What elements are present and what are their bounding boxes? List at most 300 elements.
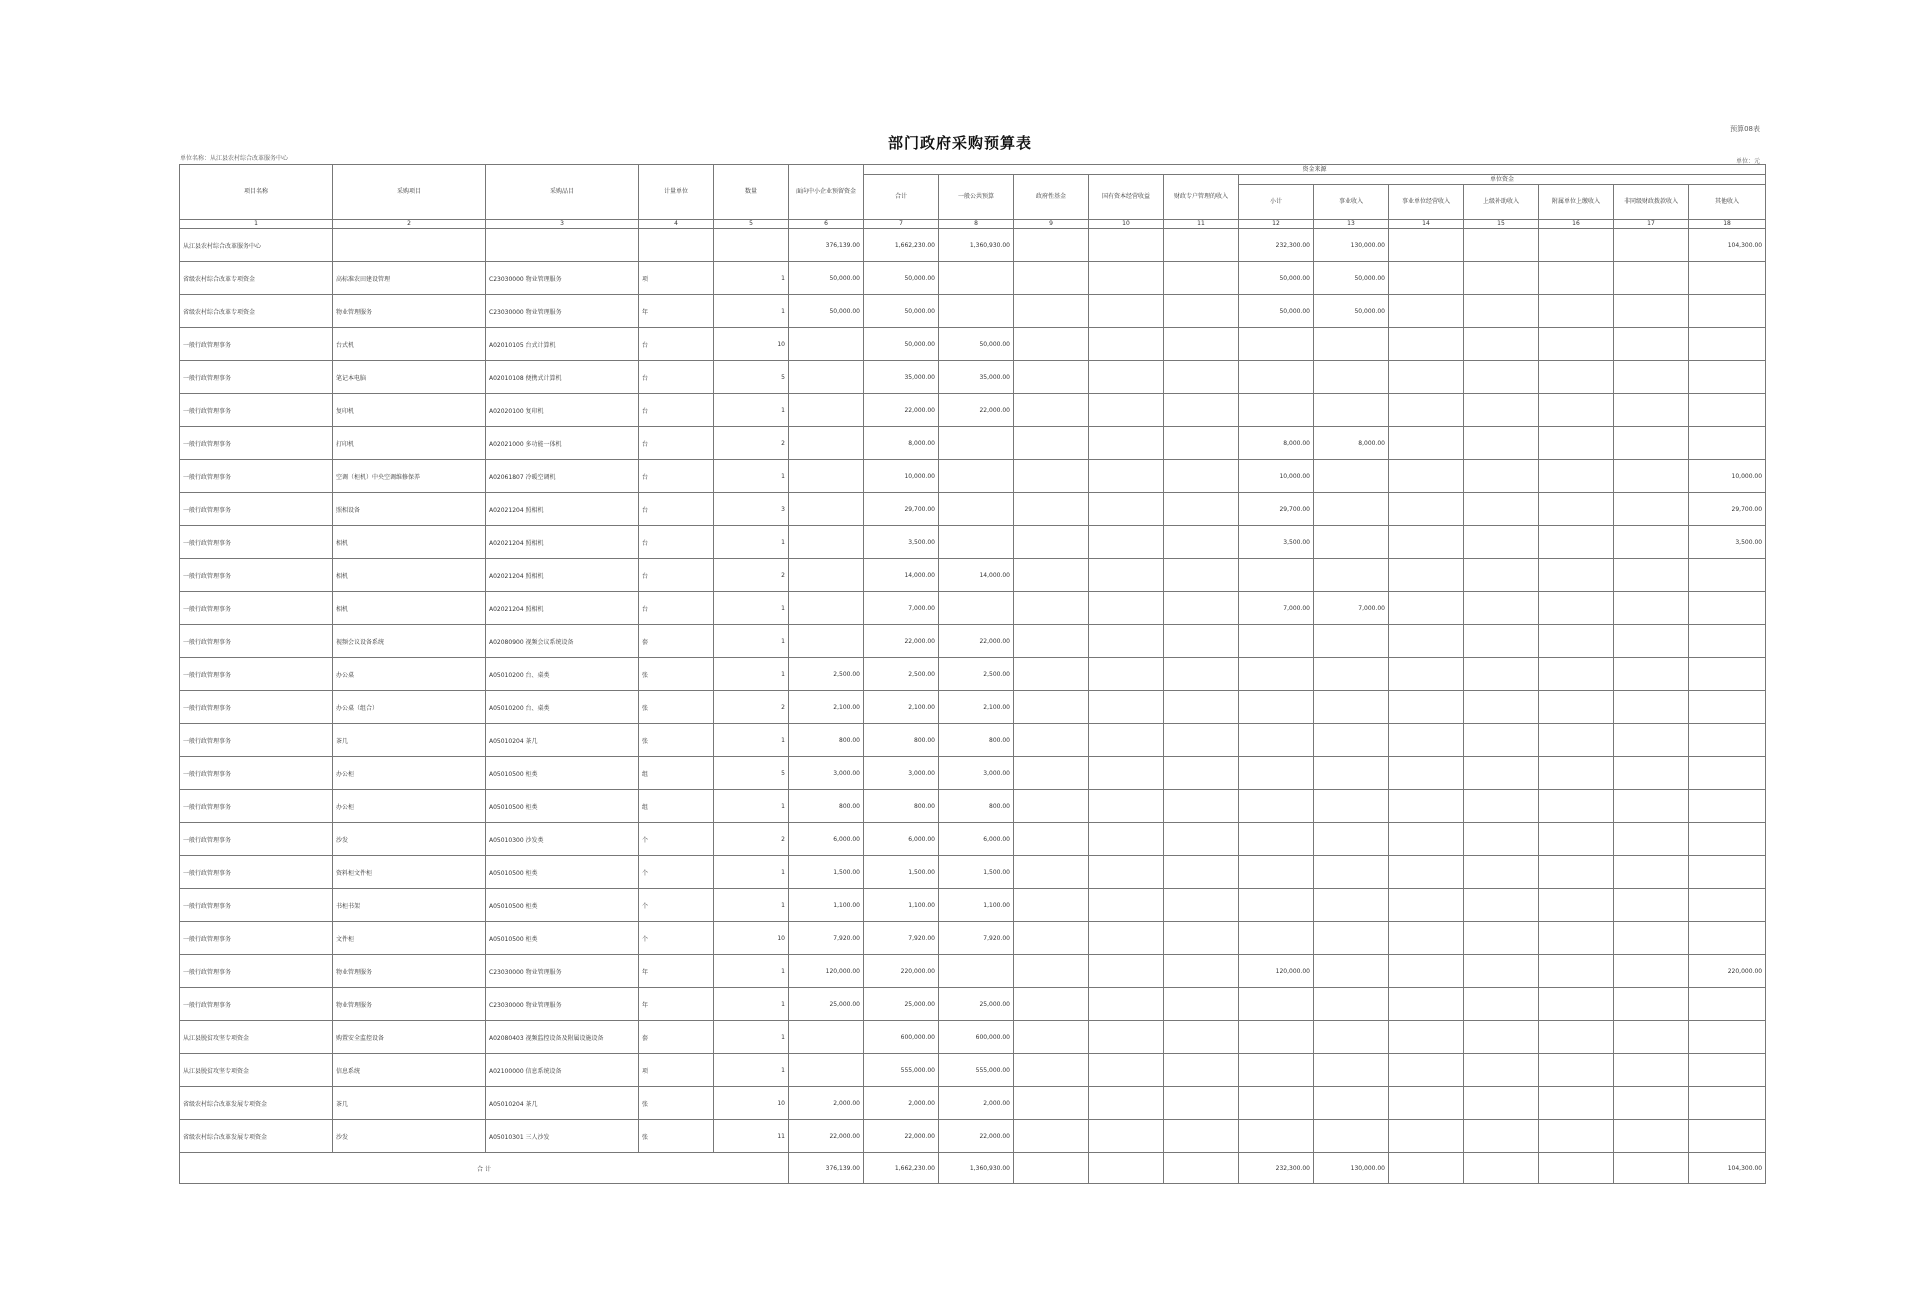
unit-name: 单位名称：从江县农村综合改革服务中心 bbox=[180, 155, 289, 162]
table-cell bbox=[1164, 1087, 1239, 1120]
table-cell bbox=[1239, 691, 1314, 724]
table-cell bbox=[1164, 394, 1239, 427]
table-cell: 办公柜 bbox=[333, 790, 486, 823]
table-cell bbox=[639, 229, 714, 262]
table-cell bbox=[1164, 295, 1239, 328]
table-cell: 1,360,930.00 bbox=[939, 229, 1014, 262]
table-cell bbox=[1164, 922, 1239, 955]
table-row bbox=[180, 955, 1766, 988]
table-cell: 信息系统 bbox=[333, 1054, 486, 1087]
table-cell bbox=[1614, 1054, 1689, 1087]
total-cell bbox=[1539, 1153, 1614, 1184]
table-cell bbox=[1089, 625, 1164, 658]
table-cell bbox=[1014, 691, 1089, 724]
table-row bbox=[180, 856, 1766, 889]
table-cell: 台 bbox=[639, 394, 714, 427]
table-cell: 1 bbox=[714, 790, 789, 823]
table-cell bbox=[1464, 757, 1539, 790]
table-row bbox=[180, 526, 1766, 559]
column-index-cell: 5 bbox=[714, 220, 789, 229]
table-cell bbox=[1389, 493, 1464, 526]
table-cell bbox=[1239, 1021, 1314, 1054]
table-cell bbox=[1089, 823, 1164, 856]
table-cell: 台 bbox=[639, 592, 714, 625]
table-row bbox=[180, 328, 1766, 361]
table-cell: A02021204 照相机 bbox=[486, 493, 639, 526]
column-index-cell: 2 bbox=[333, 220, 486, 229]
table-cell: 2,500.00 bbox=[789, 658, 864, 691]
table-cell bbox=[1164, 625, 1239, 658]
table-cell bbox=[1614, 526, 1689, 559]
total-cell bbox=[1464, 1153, 1539, 1184]
column-index-cell: 4 bbox=[639, 220, 714, 229]
table-cell bbox=[1014, 361, 1089, 394]
table-cell: A05010500 柜类 bbox=[486, 922, 639, 955]
table-cell bbox=[1689, 691, 1766, 724]
table-cell: A02061807 冷暖空调机 bbox=[486, 460, 639, 493]
table-cell: 套 bbox=[639, 625, 714, 658]
table-cell: 50,000.00 bbox=[1239, 262, 1314, 295]
header-subtotal: 小计 bbox=[1239, 185, 1314, 220]
table-cell bbox=[1689, 328, 1766, 361]
table-cell bbox=[1014, 922, 1089, 955]
table-cell bbox=[1539, 1021, 1614, 1054]
table-cell bbox=[1314, 1021, 1389, 1054]
table-row bbox=[180, 1120, 1766, 1153]
table-cell bbox=[939, 295, 1014, 328]
table-cell bbox=[1239, 823, 1314, 856]
table-cell: 3,500.00 bbox=[864, 526, 939, 559]
table-cell bbox=[1614, 493, 1689, 526]
table-cell bbox=[1389, 625, 1464, 658]
table-cell bbox=[789, 592, 864, 625]
table-cell bbox=[1089, 889, 1164, 922]
table-cell: 1 bbox=[714, 1054, 789, 1087]
table-cell bbox=[1389, 1087, 1464, 1120]
table-cell bbox=[1689, 757, 1766, 790]
total-cell: 232,300.00 bbox=[1239, 1153, 1314, 1184]
table-row bbox=[180, 1054, 1766, 1087]
table-cell bbox=[1614, 460, 1689, 493]
table-cell: 11 bbox=[714, 1120, 789, 1153]
table-cell bbox=[1689, 559, 1766, 592]
table-cell: 120,000.00 bbox=[789, 955, 864, 988]
table-cell: 相机 bbox=[333, 526, 486, 559]
table-cell: 年 bbox=[639, 955, 714, 988]
table-cell bbox=[1014, 394, 1089, 427]
table-cell: 7,000.00 bbox=[864, 592, 939, 625]
table-cell: 1,500.00 bbox=[939, 856, 1014, 889]
table-cell bbox=[939, 955, 1014, 988]
header-measure-unit: 计量单位 bbox=[639, 165, 714, 220]
table-cell bbox=[939, 526, 1014, 559]
table-cell: 7,000.00 bbox=[1314, 592, 1389, 625]
table-cell: 1 bbox=[714, 724, 789, 757]
header-other-income: 其他收入 bbox=[1689, 185, 1766, 220]
table-cell bbox=[1464, 592, 1539, 625]
table-cell: 1 bbox=[714, 955, 789, 988]
table-cell bbox=[1539, 394, 1614, 427]
table-cell bbox=[1014, 757, 1089, 790]
table-cell bbox=[1314, 856, 1389, 889]
table-cell: 1 bbox=[714, 262, 789, 295]
table-cell bbox=[1089, 460, 1164, 493]
table-cell bbox=[939, 592, 1014, 625]
table-cell bbox=[1689, 889, 1766, 922]
table-cell: 10 bbox=[714, 328, 789, 361]
table-cell: 220,000.00 bbox=[864, 955, 939, 988]
table-cell bbox=[1689, 1087, 1766, 1120]
table-cell bbox=[1539, 295, 1614, 328]
table-cell: 1 bbox=[714, 856, 789, 889]
table-cell: 复印机 bbox=[333, 394, 486, 427]
table-cell bbox=[1464, 427, 1539, 460]
table-cell bbox=[1689, 790, 1766, 823]
table-cell bbox=[1239, 1120, 1314, 1153]
header-project: 项目名称 bbox=[180, 165, 333, 220]
table-cell bbox=[1689, 1054, 1766, 1087]
table-cell bbox=[1464, 625, 1539, 658]
header-special-account: 财政专户管理的收入 bbox=[1164, 175, 1239, 220]
table-cell bbox=[1089, 526, 1164, 559]
table-cell bbox=[1014, 328, 1089, 361]
table-row bbox=[180, 889, 1766, 922]
table-cell: 1 bbox=[714, 526, 789, 559]
table-cell: 6,000.00 bbox=[789, 823, 864, 856]
table-cell: 物业管理服务 bbox=[333, 955, 486, 988]
table-cell: 一般行政管理事务 bbox=[180, 790, 333, 823]
table-cell bbox=[1464, 658, 1539, 691]
table-cell bbox=[1314, 691, 1389, 724]
table-cell: 555,000.00 bbox=[939, 1054, 1014, 1087]
table-cell: 800.00 bbox=[864, 790, 939, 823]
table-cell bbox=[1089, 1054, 1164, 1087]
table-cell bbox=[1089, 922, 1164, 955]
table-cell bbox=[1014, 559, 1089, 592]
table-cell: 1 bbox=[714, 658, 789, 691]
table-cell bbox=[1239, 724, 1314, 757]
column-index-cell: 13 bbox=[1314, 220, 1389, 229]
table-cell: 50,000.00 bbox=[1314, 295, 1389, 328]
table-cell: 2,100.00 bbox=[864, 691, 939, 724]
table-cell bbox=[1389, 460, 1464, 493]
table-cell: 物业管理服务 bbox=[333, 295, 486, 328]
table-cell: 555,000.00 bbox=[864, 1054, 939, 1087]
table-cell bbox=[1539, 262, 1614, 295]
table-cell bbox=[1089, 955, 1164, 988]
table-cell bbox=[1539, 1054, 1614, 1087]
table-cell: 600,000.00 bbox=[939, 1021, 1014, 1054]
table-cell bbox=[1614, 658, 1689, 691]
table-cell bbox=[789, 460, 864, 493]
table-cell bbox=[1464, 295, 1539, 328]
table-cell bbox=[1464, 1021, 1539, 1054]
table-cell: 项 bbox=[639, 1054, 714, 1087]
table-cell bbox=[939, 460, 1014, 493]
table-cell: C23030000 物业管理服务 bbox=[486, 295, 639, 328]
table-cell bbox=[1239, 625, 1314, 658]
table-cell: 10,000.00 bbox=[1239, 460, 1314, 493]
column-index-cell: 18 bbox=[1689, 220, 1766, 229]
table-cell: 1 bbox=[714, 295, 789, 328]
table-cell: 办公桌（组合） bbox=[333, 691, 486, 724]
table-cell bbox=[1539, 328, 1614, 361]
table-cell: 2,000.00 bbox=[864, 1087, 939, 1120]
table-cell bbox=[1614, 295, 1689, 328]
header-category: 采购项目 bbox=[333, 165, 486, 220]
table-cell: 一般行政管理事务 bbox=[180, 625, 333, 658]
table-cell bbox=[1614, 592, 1689, 625]
table-cell bbox=[1389, 790, 1464, 823]
table-row bbox=[180, 295, 1766, 328]
table-cell bbox=[1314, 493, 1389, 526]
budget-table bbox=[179, 164, 1766, 1184]
table-cell bbox=[1389, 691, 1464, 724]
table-cell bbox=[1089, 757, 1164, 790]
table-cell: 3,500.00 bbox=[1689, 526, 1766, 559]
table-cell bbox=[1689, 922, 1766, 955]
table-row bbox=[180, 1021, 1766, 1054]
table-cell bbox=[1314, 361, 1389, 394]
table-cell: 笔记本电脑 bbox=[333, 361, 486, 394]
table-cell bbox=[1164, 361, 1239, 394]
table-cell bbox=[1389, 427, 1464, 460]
table-cell bbox=[789, 328, 864, 361]
table-cell: 8,000.00 bbox=[864, 427, 939, 460]
table-cell bbox=[1389, 955, 1464, 988]
table-cell bbox=[1614, 328, 1689, 361]
table-cell bbox=[1464, 922, 1539, 955]
table-cell bbox=[1014, 889, 1089, 922]
table-cell bbox=[1464, 724, 1539, 757]
table-cell bbox=[1014, 1021, 1089, 1054]
table-cell: 1,500.00 bbox=[789, 856, 864, 889]
table-cell bbox=[1539, 724, 1614, 757]
table-cell bbox=[1539, 889, 1614, 922]
header-business-income: 事业收入 bbox=[1314, 185, 1389, 220]
table-cell: 1 bbox=[714, 889, 789, 922]
table-cell bbox=[1614, 922, 1689, 955]
table-cell bbox=[486, 229, 639, 262]
table-cell: 相机 bbox=[333, 592, 486, 625]
table-cell bbox=[1014, 955, 1089, 988]
table-cell: 一般行政管理事务 bbox=[180, 658, 333, 691]
table-row bbox=[180, 460, 1766, 493]
table-cell: 张 bbox=[639, 724, 714, 757]
table-cell bbox=[1239, 988, 1314, 1021]
table-cell: 个 bbox=[639, 889, 714, 922]
table-cell bbox=[1014, 427, 1089, 460]
table-cell: 2,100.00 bbox=[939, 691, 1014, 724]
table-cell bbox=[1389, 1021, 1464, 1054]
table-cell bbox=[1689, 1021, 1766, 1054]
table-cell: A05010500 柜类 bbox=[486, 889, 639, 922]
table-cell: A05010301 三人沙发 bbox=[486, 1120, 639, 1153]
table-cell: 文件柜 bbox=[333, 922, 486, 955]
table-cell bbox=[1539, 691, 1614, 724]
table-cell: 600,000.00 bbox=[864, 1021, 939, 1054]
table-cell: 一般行政管理事务 bbox=[180, 955, 333, 988]
column-index-cell: 11 bbox=[1164, 220, 1239, 229]
total-cell: 1,360,930.00 bbox=[939, 1153, 1014, 1184]
table-cell bbox=[789, 526, 864, 559]
table-cell bbox=[1014, 1087, 1089, 1120]
table-cell bbox=[1089, 658, 1164, 691]
table-cell bbox=[1164, 658, 1239, 691]
table-cell bbox=[1089, 295, 1164, 328]
table-cell: 2,000.00 bbox=[789, 1087, 864, 1120]
table-cell: 22,000.00 bbox=[939, 625, 1014, 658]
table-cell: 张 bbox=[639, 1087, 714, 1120]
header-general-budget: 一般公共预算 bbox=[939, 175, 1014, 220]
table-cell: 1,100.00 bbox=[864, 889, 939, 922]
table-cell: 从江县脱贫攻坚专项资金 bbox=[180, 1054, 333, 1087]
table-cell: 一般行政管理事务 bbox=[180, 592, 333, 625]
table-cell: 7,920.00 bbox=[789, 922, 864, 955]
table-cell bbox=[1389, 592, 1464, 625]
table-cell: 组 bbox=[639, 790, 714, 823]
table-cell: 25,000.00 bbox=[939, 988, 1014, 1021]
table-cell: A05010200 台、桌类 bbox=[486, 658, 639, 691]
header-non-tax-income: 非同级财政拨款收入 bbox=[1614, 185, 1689, 220]
table-cell: 台 bbox=[639, 526, 714, 559]
table-cell: 1,100.00 bbox=[789, 889, 864, 922]
total-cell: 130,000.00 bbox=[1314, 1153, 1389, 1184]
table-cell bbox=[1089, 691, 1164, 724]
table-body bbox=[180, 229, 1766, 1153]
table-cell bbox=[1089, 1087, 1164, 1120]
table-cell: 一般行政管理事务 bbox=[180, 361, 333, 394]
table-cell bbox=[1164, 559, 1239, 592]
table-cell bbox=[1464, 493, 1539, 526]
table-cell: 省级农村综合改革专项资金 bbox=[180, 262, 333, 295]
table-cell: 7,000.00 bbox=[1239, 592, 1314, 625]
table-cell: 省级农村综合改革发展专项资金 bbox=[180, 1087, 333, 1120]
table-cell bbox=[1389, 262, 1464, 295]
table-cell bbox=[1239, 1087, 1314, 1120]
table-cell bbox=[1239, 658, 1314, 691]
table-cell: 50,000.00 bbox=[1239, 295, 1314, 328]
table-cell bbox=[1614, 823, 1689, 856]
table-cell: A05010204 茶几 bbox=[486, 724, 639, 757]
table-cell bbox=[1539, 1087, 1614, 1120]
table-cell bbox=[1164, 328, 1239, 361]
table-cell: A02100000 信息系统设备 bbox=[486, 1054, 639, 1087]
table-cell: 22,000.00 bbox=[939, 1120, 1014, 1153]
table-cell bbox=[1539, 823, 1614, 856]
table-cell bbox=[1164, 427, 1239, 460]
table-cell bbox=[1614, 262, 1689, 295]
table-cell: A05010500 柜类 bbox=[486, 757, 639, 790]
table-cell: A05010200 台、桌类 bbox=[486, 691, 639, 724]
table-row bbox=[180, 592, 1766, 625]
table-cell: 一般行政管理事务 bbox=[180, 988, 333, 1021]
table-cell bbox=[1164, 460, 1239, 493]
total-cell: 376,139.00 bbox=[789, 1153, 864, 1184]
table-cell bbox=[1539, 493, 1614, 526]
table-cell bbox=[1314, 724, 1389, 757]
table-cell bbox=[1014, 790, 1089, 823]
table-cell: 打印机 bbox=[333, 427, 486, 460]
column-index-cell: 9 bbox=[1014, 220, 1089, 229]
table-cell bbox=[1389, 526, 1464, 559]
table-row bbox=[180, 1087, 1766, 1120]
table-cell bbox=[1089, 493, 1164, 526]
table-cell bbox=[1014, 295, 1089, 328]
table-cell: 22,000.00 bbox=[789, 1120, 864, 1153]
table-cell: 张 bbox=[639, 691, 714, 724]
total-cell bbox=[1614, 1153, 1689, 1184]
table-cell bbox=[1614, 1021, 1689, 1054]
table-cell bbox=[1089, 394, 1164, 427]
table-cell bbox=[1389, 823, 1464, 856]
table-cell: 沙发 bbox=[333, 823, 486, 856]
table-cell: 3,500.00 bbox=[1239, 526, 1314, 559]
table-cell bbox=[1014, 493, 1089, 526]
table-cell bbox=[1164, 493, 1239, 526]
table-cell bbox=[1089, 1021, 1164, 1054]
table-row bbox=[180, 922, 1766, 955]
table-cell bbox=[1014, 724, 1089, 757]
table-cell: 800.00 bbox=[864, 724, 939, 757]
table-row bbox=[180, 757, 1766, 790]
total-cell bbox=[1014, 1153, 1089, 1184]
header-operating-income: 事业单位经营收入 bbox=[1389, 185, 1464, 220]
table-cell bbox=[1164, 592, 1239, 625]
table-cell: 一般行政管理事务 bbox=[180, 328, 333, 361]
column-index-cell: 6 bbox=[789, 220, 864, 229]
column-index-cell: 7 bbox=[864, 220, 939, 229]
table-cell: 2 bbox=[714, 427, 789, 460]
table-cell: 2,500.00 bbox=[939, 658, 1014, 691]
table-cell bbox=[1389, 229, 1464, 262]
table-cell: 一般行政管理事务 bbox=[180, 526, 333, 559]
table-cell: 10 bbox=[714, 1087, 789, 1120]
table-cell bbox=[789, 1054, 864, 1087]
table-row bbox=[180, 658, 1766, 691]
table-cell bbox=[1389, 724, 1464, 757]
table-cell: A05010500 柜类 bbox=[486, 856, 639, 889]
table-cell bbox=[1689, 724, 1766, 757]
table-cell: 照相设备 bbox=[333, 493, 486, 526]
table-cell bbox=[1164, 988, 1239, 1021]
table-cell bbox=[1539, 592, 1614, 625]
table-cell: 一般行政管理事务 bbox=[180, 823, 333, 856]
table-cell: 2 bbox=[714, 691, 789, 724]
table-cell bbox=[1239, 328, 1314, 361]
form-number: 预算08表 bbox=[1730, 125, 1760, 133]
table-cell: A05010300 沙发类 bbox=[486, 823, 639, 856]
table-cell: 1 bbox=[714, 1021, 789, 1054]
total-row bbox=[180, 1153, 1766, 1184]
table-cell bbox=[1164, 889, 1239, 922]
table-row bbox=[180, 823, 1766, 856]
table-cell: A02010108 便携式计算机 bbox=[486, 361, 639, 394]
table-cell bbox=[1389, 988, 1464, 1021]
table-cell: 14,000.00 bbox=[864, 559, 939, 592]
header-sme-reserved: 面向中小企业预留资金 bbox=[789, 165, 864, 220]
table-cell: 120,000.00 bbox=[1239, 955, 1314, 988]
table-cell bbox=[1464, 262, 1539, 295]
table-cell bbox=[1314, 988, 1389, 1021]
table-cell bbox=[1614, 427, 1689, 460]
table-cell bbox=[1464, 856, 1539, 889]
table-cell bbox=[1464, 790, 1539, 823]
table-cell: 年 bbox=[639, 295, 714, 328]
table-cell bbox=[1014, 625, 1089, 658]
table-cell bbox=[1614, 229, 1689, 262]
column-index-cell: 10 bbox=[1089, 220, 1164, 229]
